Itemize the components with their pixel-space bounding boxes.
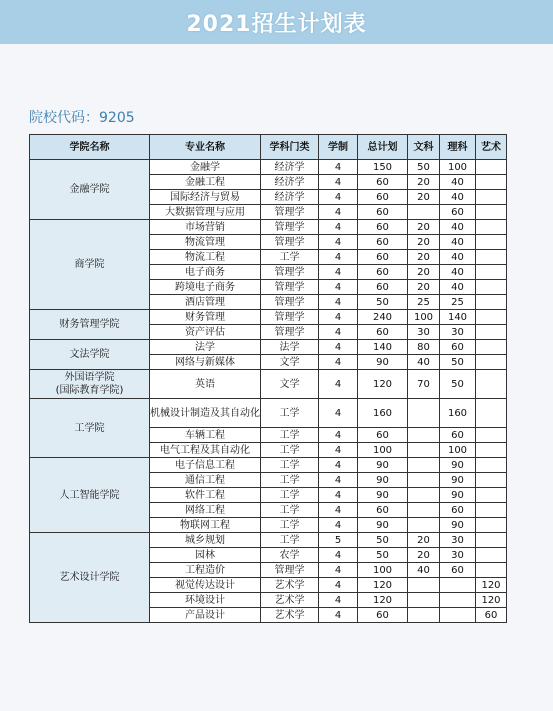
science-cell: 40 — [440, 235, 476, 250]
arts-cell — [408, 443, 440, 458]
major-cell: 车辆工程 — [150, 428, 261, 443]
discipline-cell: 经济学 — [261, 160, 319, 175]
table-row — [30, 310, 507, 325]
art-cell — [476, 160, 507, 175]
art-cell — [476, 518, 507, 533]
total-cell: 60 — [358, 325, 408, 340]
years-cell: 4 — [319, 503, 358, 518]
major-cell: 财务管理 — [150, 310, 261, 325]
art-cell — [476, 235, 507, 250]
years-cell: 4 — [319, 518, 358, 533]
years-cell: 4 — [319, 190, 358, 205]
col-total: 总计划 — [358, 135, 408, 160]
table-row — [30, 340, 507, 355]
art-cell — [476, 458, 507, 473]
discipline-cell: 工学 — [261, 250, 319, 265]
years-cell: 5 — [319, 533, 358, 548]
college-cell: 人工智能学院 — [30, 458, 150, 533]
science-cell: 40 — [440, 265, 476, 280]
arts-cell — [408, 428, 440, 443]
arts-cell — [408, 608, 440, 623]
discipline-cell: 管理学 — [261, 205, 319, 220]
science-cell: 90 — [440, 473, 476, 488]
college-cell: 财务管理学院 — [30, 310, 150, 340]
discipline-cell: 工学 — [261, 428, 319, 443]
art-cell — [476, 533, 507, 548]
years-cell: 4 — [319, 295, 358, 310]
art-cell — [476, 325, 507, 340]
major-cell: 金融工程 — [150, 175, 261, 190]
major-cell: 产品设计 — [150, 608, 261, 623]
science-cell: 90 — [440, 458, 476, 473]
discipline-cell: 工学 — [261, 533, 319, 548]
discipline-cell: 工学 — [261, 488, 319, 503]
total-cell: 100 — [358, 563, 408, 578]
total-cell: 60 — [358, 503, 408, 518]
total-cell: 50 — [358, 533, 408, 548]
science-cell: 30 — [440, 548, 476, 563]
science-cell: 100 — [440, 160, 476, 175]
art-cell — [476, 205, 507, 220]
major-cell: 通信工程 — [150, 473, 261, 488]
col-years: 学制 — [319, 135, 358, 160]
major-cell: 电子信息工程 — [150, 458, 261, 473]
science-cell: 100 — [440, 443, 476, 458]
science-cell: 90 — [440, 488, 476, 503]
art-cell — [476, 280, 507, 295]
table-header-row — [30, 135, 507, 160]
science-cell — [440, 593, 476, 608]
major-cell: 园林 — [150, 548, 261, 563]
science-cell: 60 — [440, 340, 476, 355]
col-art: 艺术 — [476, 135, 507, 160]
major-cell: 软件工程 — [150, 488, 261, 503]
arts-cell: 20 — [408, 190, 440, 205]
discipline-cell: 工学 — [261, 503, 319, 518]
major-cell: 法学 — [150, 340, 261, 355]
years-cell: 4 — [319, 280, 358, 295]
total-cell: 90 — [358, 518, 408, 533]
arts-cell: 40 — [408, 355, 440, 370]
total-cell: 60 — [358, 265, 408, 280]
art-cell — [476, 548, 507, 563]
science-cell: 50 — [440, 355, 476, 370]
arts-cell — [408, 593, 440, 608]
table-row — [30, 458, 507, 473]
science-cell: 60 — [440, 205, 476, 220]
years-cell: 4 — [319, 458, 358, 473]
discipline-cell: 农学 — [261, 548, 319, 563]
years-cell: 4 — [319, 399, 358, 428]
science-cell: 50 — [440, 370, 476, 399]
discipline-cell: 艺术学 — [261, 608, 319, 623]
art-cell — [476, 399, 507, 428]
science-cell: 60 — [440, 563, 476, 578]
table-row — [30, 399, 507, 428]
art-cell — [476, 370, 507, 399]
years-cell: 4 — [319, 235, 358, 250]
discipline-cell: 管理学 — [261, 325, 319, 340]
major-cell: 物联网工程 — [150, 518, 261, 533]
art-cell — [476, 220, 507, 235]
arts-cell — [408, 578, 440, 593]
college-cell: 金融学院 — [30, 160, 150, 220]
total-cell: 90 — [358, 355, 408, 370]
total-cell: 90 — [358, 458, 408, 473]
art-cell — [476, 563, 507, 578]
major-cell: 资产评估 — [150, 325, 261, 340]
col-discipline: 学科门类 — [261, 135, 319, 160]
discipline-cell: 法学 — [261, 340, 319, 355]
major-cell: 市场营销 — [150, 220, 261, 235]
art-cell — [476, 443, 507, 458]
col-science: 理科 — [440, 135, 476, 160]
total-cell: 120 — [358, 593, 408, 608]
major-cell: 工程造价 — [150, 563, 261, 578]
total-cell: 60 — [358, 608, 408, 623]
science-cell: 25 — [440, 295, 476, 310]
years-cell: 4 — [319, 355, 358, 370]
page-title: 2021招生计划表 — [186, 11, 367, 37]
science-cell: 60 — [440, 503, 476, 518]
discipline-cell: 管理学 — [261, 220, 319, 235]
art-cell — [476, 175, 507, 190]
art-cell — [476, 265, 507, 280]
science-cell — [440, 578, 476, 593]
major-cell: 视觉传达设计 — [150, 578, 261, 593]
years-cell: 4 — [319, 205, 358, 220]
school-code — [29, 107, 135, 127]
total-cell: 60 — [358, 280, 408, 295]
years-cell: 4 — [319, 548, 358, 563]
arts-cell: 30 — [408, 325, 440, 340]
arts-cell: 20 — [408, 280, 440, 295]
years-cell: 4 — [319, 473, 358, 488]
major-cell: 网络工程 — [150, 503, 261, 518]
arts-cell — [408, 503, 440, 518]
total-cell: 120 — [358, 370, 408, 399]
years-cell: 4 — [319, 578, 358, 593]
total-cell: 60 — [358, 220, 408, 235]
college-cell: 艺术设计学院 — [30, 533, 150, 623]
total-cell: 60 — [358, 190, 408, 205]
art-cell — [476, 473, 507, 488]
discipline-cell: 工学 — [261, 458, 319, 473]
art-cell — [476, 488, 507, 503]
discipline-cell: 工学 — [261, 443, 319, 458]
arts-cell: 80 — [408, 340, 440, 355]
science-cell: 40 — [440, 250, 476, 265]
years-cell: 4 — [319, 608, 358, 623]
college-cell: 文法学院 — [30, 340, 150, 370]
discipline-cell: 管理学 — [261, 563, 319, 578]
major-cell: 环境设计 — [150, 593, 261, 608]
col-college: 学院名称 — [30, 135, 150, 160]
school-code-label: 院校代码： — [29, 110, 99, 126]
total-cell: 100 — [358, 443, 408, 458]
total-cell: 140 — [358, 340, 408, 355]
arts-cell — [408, 458, 440, 473]
discipline-cell: 艺术学 — [261, 578, 319, 593]
table-row — [30, 533, 507, 548]
table-row — [30, 160, 507, 175]
major-cell: 酒店管理 — [150, 295, 261, 310]
science-cell: 40 — [440, 190, 476, 205]
total-cell: 240 — [358, 310, 408, 325]
years-cell: 4 — [319, 250, 358, 265]
years-cell: 4 — [319, 370, 358, 399]
college-cell: 外国语学院 (国际教育学院) — [30, 370, 150, 399]
arts-cell: 20 — [408, 548, 440, 563]
science-cell: 160 — [440, 399, 476, 428]
years-cell: 4 — [319, 340, 358, 355]
total-cell: 50 — [358, 548, 408, 563]
total-cell: 160 — [358, 399, 408, 428]
total-cell: 90 — [358, 488, 408, 503]
science-cell: 30 — [440, 325, 476, 340]
discipline-cell: 工学 — [261, 518, 319, 533]
science-cell: 140 — [440, 310, 476, 325]
major-cell: 国际经济与贸易 — [150, 190, 261, 205]
arts-cell: 20 — [408, 250, 440, 265]
years-cell: 4 — [319, 310, 358, 325]
years-cell: 4 — [319, 428, 358, 443]
art-cell — [476, 428, 507, 443]
arts-cell: 40 — [408, 563, 440, 578]
art-cell — [476, 355, 507, 370]
discipline-cell: 工学 — [261, 399, 319, 428]
discipline-cell: 文学 — [261, 370, 319, 399]
title-banner — [0, 0, 553, 44]
art-cell — [476, 250, 507, 265]
years-cell: 4 — [319, 220, 358, 235]
discipline-cell: 经济学 — [261, 175, 319, 190]
major-cell: 城乡规划 — [150, 533, 261, 548]
science-cell: 90 — [440, 518, 476, 533]
major-cell: 物流管理 — [150, 235, 261, 250]
arts-cell — [408, 399, 440, 428]
arts-cell — [408, 488, 440, 503]
total-cell: 60 — [358, 428, 408, 443]
enrollment-plan-table — [29, 134, 507, 623]
discipline-cell: 工学 — [261, 473, 319, 488]
art-cell — [476, 190, 507, 205]
major-cell: 物流工程 — [150, 250, 261, 265]
total-cell: 90 — [358, 473, 408, 488]
art-cell: 60 — [476, 608, 507, 623]
discipline-cell: 管理学 — [261, 265, 319, 280]
arts-cell: 50 — [408, 160, 440, 175]
col-major: 专业名称 — [150, 135, 261, 160]
art-cell: 120 — [476, 578, 507, 593]
discipline-cell: 管理学 — [261, 310, 319, 325]
total-cell: 50 — [358, 295, 408, 310]
years-cell: 4 — [319, 563, 358, 578]
years-cell: 4 — [319, 160, 358, 175]
years-cell: 4 — [319, 175, 358, 190]
total-cell: 60 — [358, 235, 408, 250]
arts-cell: 20 — [408, 175, 440, 190]
major-cell: 电气工程及其自动化 — [150, 443, 261, 458]
science-cell: 60 — [440, 428, 476, 443]
arts-cell — [408, 205, 440, 220]
table-row — [30, 220, 507, 235]
major-cell: 机械设计制造及其自动化 — [150, 399, 261, 428]
total-cell: 150 — [358, 160, 408, 175]
total-cell: 60 — [358, 250, 408, 265]
total-cell: 120 — [358, 578, 408, 593]
total-cell: 60 — [358, 175, 408, 190]
discipline-cell: 管理学 — [261, 280, 319, 295]
major-cell: 英语 — [150, 370, 261, 399]
college-cell: 工学院 — [30, 399, 150, 458]
major-cell: 网络与新媒体 — [150, 355, 261, 370]
art-cell: 120 — [476, 593, 507, 608]
science-cell: 40 — [440, 220, 476, 235]
discipline-cell: 经济学 — [261, 190, 319, 205]
major-cell: 跨境电子商务 — [150, 280, 261, 295]
total-cell: 60 — [358, 205, 408, 220]
years-cell: 4 — [319, 488, 358, 503]
arts-cell: 20 — [408, 265, 440, 280]
science-cell: 40 — [440, 175, 476, 190]
table-row — [30, 370, 507, 399]
major-cell: 电子商务 — [150, 265, 261, 280]
discipline-cell: 管理学 — [261, 295, 319, 310]
arts-cell: 70 — [408, 370, 440, 399]
major-cell: 金融学 — [150, 160, 261, 175]
school-code-value: 9205 — [99, 110, 135, 126]
art-cell — [476, 295, 507, 310]
discipline-cell: 艺术学 — [261, 593, 319, 608]
arts-cell: 25 — [408, 295, 440, 310]
arts-cell — [408, 473, 440, 488]
art-cell — [476, 340, 507, 355]
discipline-cell: 管理学 — [261, 235, 319, 250]
science-cell — [440, 608, 476, 623]
science-cell: 30 — [440, 533, 476, 548]
art-cell — [476, 503, 507, 518]
discipline-cell: 文学 — [261, 355, 319, 370]
years-cell: 4 — [319, 265, 358, 280]
col-arts: 文科 — [408, 135, 440, 160]
arts-cell: 20 — [408, 533, 440, 548]
college-cell: 商学院 — [30, 220, 150, 310]
years-cell: 4 — [319, 593, 358, 608]
table-body — [30, 160, 507, 623]
years-cell: 4 — [319, 325, 358, 340]
arts-cell: 20 — [408, 220, 440, 235]
arts-cell: 20 — [408, 235, 440, 250]
science-cell: 40 — [440, 280, 476, 295]
major-cell: 大数据管理与应用 — [150, 205, 261, 220]
years-cell: 4 — [319, 443, 358, 458]
art-cell — [476, 310, 507, 325]
arts-cell: 100 — [408, 310, 440, 325]
arts-cell — [408, 518, 440, 533]
